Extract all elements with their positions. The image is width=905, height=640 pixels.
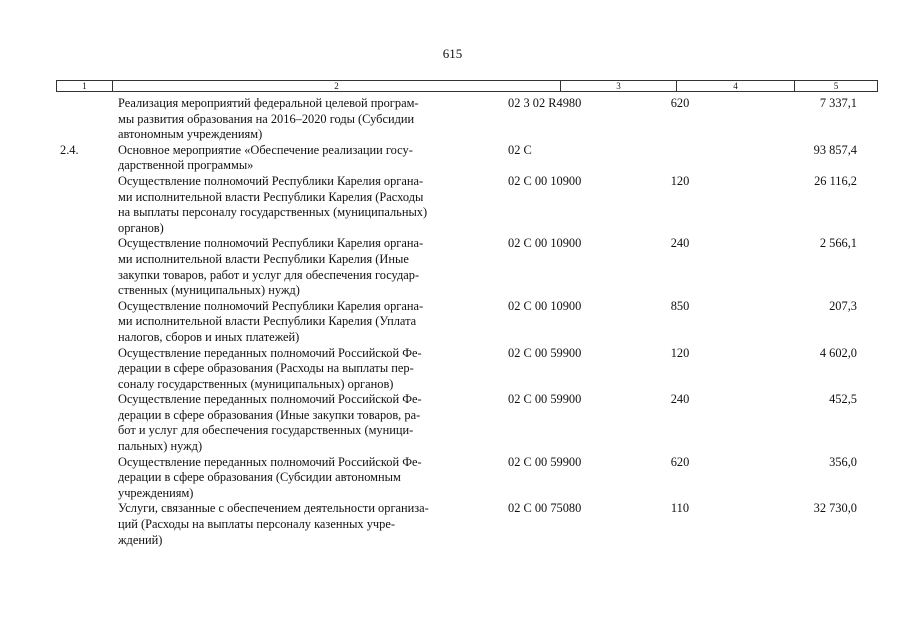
row-expense-type: 120 — [670, 173, 690, 188]
row-code: 02 С 00 75080 — [508, 501, 582, 516]
row-amount: 7 337,1 — [819, 96, 857, 110]
row-expense-type: 620 — [670, 454, 690, 469]
row-amount: 4 602,0 — [819, 345, 857, 360]
table-row — [0, 346, 905, 393]
header-col-2: 2 — [113, 81, 561, 91]
table-row — [0, 455, 905, 502]
table-body — [0, 96, 905, 548]
row-code: 02 С — [508, 142, 532, 157]
table-row — [0, 501, 905, 548]
row-name: Основное мероприятие «Обеспечение реализации госу- дарственной программы» — [118, 142, 413, 173]
row-name: Услуги, связанные с обеспечением деятельности организа- ций (Расходы на выплаты персоналу казенных учре- ждений) — [118, 501, 429, 547]
table-row — [0, 96, 905, 143]
row-name: Осуществление полномочий Республики Карелия органа- ми исполнительной власти Республики Карелия (Иные закупки товаров, работ и услуг для обеспечения государ- ственных (муниципальных) нужд) — [118, 236, 424, 298]
row-expense-type: 240 — [670, 236, 690, 251]
row-name: Реализация мероприятий федеральной целевой програм- мы развития образования на 2016–2020 годы (Субсидии автономным учреждениям) — [118, 96, 419, 142]
row-amount: 93 857,4 — [813, 142, 857, 157]
row-name: Осуществление переданных полномочий Российской Фе- дерации в сфере образования (Расходы на выплаты пер- соналу государственных (муниципальных) органов) — [118, 345, 422, 391]
row-name: Осуществление полномочий Республики Карелия органа- ми исполнительной власти Республики Карелия (Уплата налогов, сборов и иных платежей) — [118, 298, 424, 344]
row-code: 02 С 00 59900 — [508, 345, 582, 360]
row-amount: 32 730,0 — [813, 501, 857, 516]
row-code: 02 С 00 10900 — [508, 173, 582, 188]
table-row — [0, 392, 905, 454]
row-code: 02 3 02 R4980 — [508, 96, 582, 110]
table-header — [56, 80, 878, 92]
table-row — [0, 236, 905, 298]
row-name: Осуществление полномочий Республики Карелия органа- ми исполнительной власти Республики Карелия (Расходы на выплаты персоналу государственных (муниципальных) органов) — [118, 173, 428, 235]
row-code: 02 С 00 10900 — [508, 298, 582, 313]
row-amount: 356,0 — [829, 454, 857, 469]
table-row — [0, 143, 905, 174]
row-expense-type: 240 — [670, 392, 690, 407]
row-amount: 26 116,2 — [814, 173, 857, 188]
row-expense-type: 110 — [670, 501, 690, 516]
row-number: 2.4. — [60, 142, 79, 157]
row-name: Осуществление переданных полномочий Российской Фе- дерации в сфере образования (Субсидии автономным учреждениям) — [118, 454, 422, 500]
header-col-4: 4 — [677, 81, 795, 91]
header-col-5: 5 — [833, 81, 839, 91]
table-row — [0, 174, 905, 236]
table-row — [0, 299, 905, 346]
row-amount: 207,3 — [829, 298, 857, 313]
row-expense-type: 620 — [670, 96, 690, 110]
row-code: 02 С 00 59900 — [508, 392, 582, 407]
row-code: 02 С 00 59900 — [508, 454, 582, 469]
row-expense-type: 120 — [670, 345, 690, 360]
row-amount: 2 566,1 — [819, 236, 857, 251]
row-expense-type: 850 — [670, 298, 690, 313]
header-col-1: 1 — [57, 81, 113, 91]
header-col-3: 3 — [561, 81, 677, 91]
row-amount: 452,5 — [829, 392, 857, 407]
row-code: 02 С 00 10900 — [508, 236, 582, 251]
page-number: 615 — [442, 46, 463, 61]
row-name: Осуществление переданных полномочий Российской Фе- дерации в сфере образования (Иные закупки товаров, ра- бот и услуг для обеспечения государственных (муници- пальных) нужд) — [118, 392, 422, 454]
